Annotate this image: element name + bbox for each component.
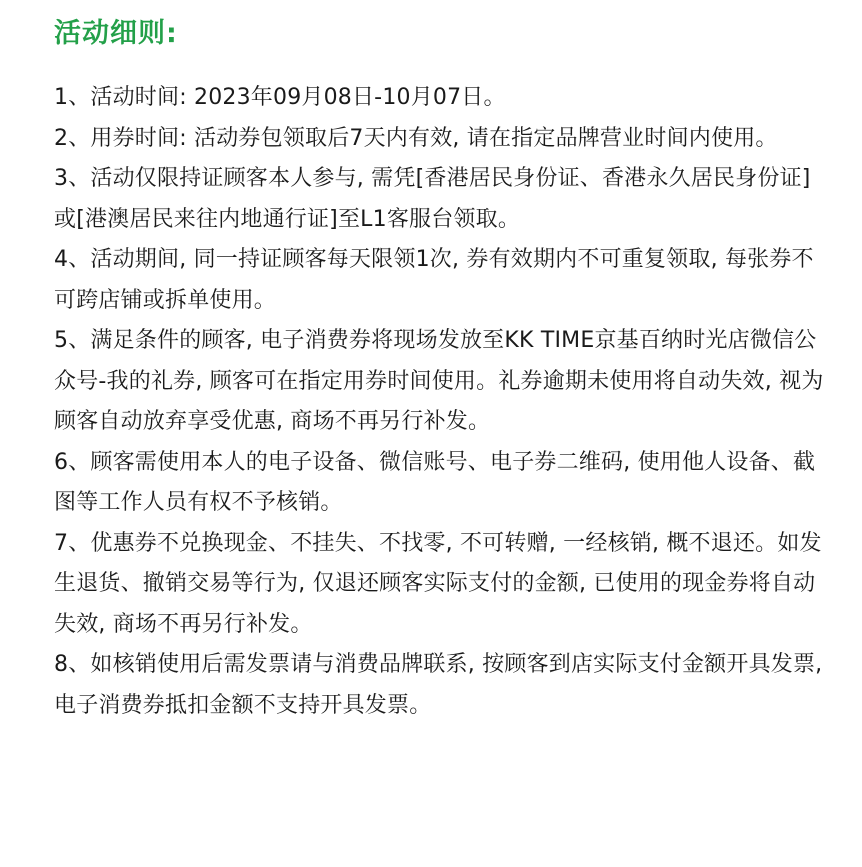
rule-item-7: 7、优惠券不兑换现金、不挂失、不找零, 不可转赠, 一经核销, 概不退还。如发生退货、撤销交易等行为, 仅退还顾客实际支付的金额, 已使用的现金券将自动失效, 商场不再另行补发。 (54, 530, 822, 637)
rule-item-4: 4、活动期间, 同一持证顾客每天限领1次, 券有效期内不可重复领取, 每张券不可跨店铺或拆单使用。 (54, 247, 814, 313)
rules-list (54, 78, 832, 726)
rule-item-8: 8、如核销使用后需发票请与消费品牌联系, 按顾客到店实际支付金额开具发票, 电子消费券抵扣金额不支持开具发票。 (54, 652, 823, 718)
rule-item-2: 2、用券时间: 活动券包领取后7天内有效, 请在指定品牌营业时间内使用。 (54, 125, 778, 151)
rule-item-3: 3、活动仅限持证顾客本人参与, 需凭[香港居民身份证、香港永久居民身份证]或[港澳居民来往内地通行证]至L1客服台领取。 (54, 166, 811, 232)
rule-item-1: 1、活动时间: 2023年09月08日-10月07日。 (54, 85, 506, 110)
rule-item-6: 6、顾客需使用本人的电子设备、微信账号、电子券二维码, 使用他人设备、截图等工作人员有权不予核销。 (54, 449, 816, 515)
rules-title: 活动细则: (54, 18, 178, 49)
rule-item-5: 5、满足条件的顾客, 电子消费券将现场发放至KK TIME京基百纳时光店微信公众号-我的礼券, 顾客可在指定用券时间使用。礼券逾期未使用将自动失效, 视为顾客自动放弃享受优惠, 商场不再另行补发。 (54, 328, 824, 434)
